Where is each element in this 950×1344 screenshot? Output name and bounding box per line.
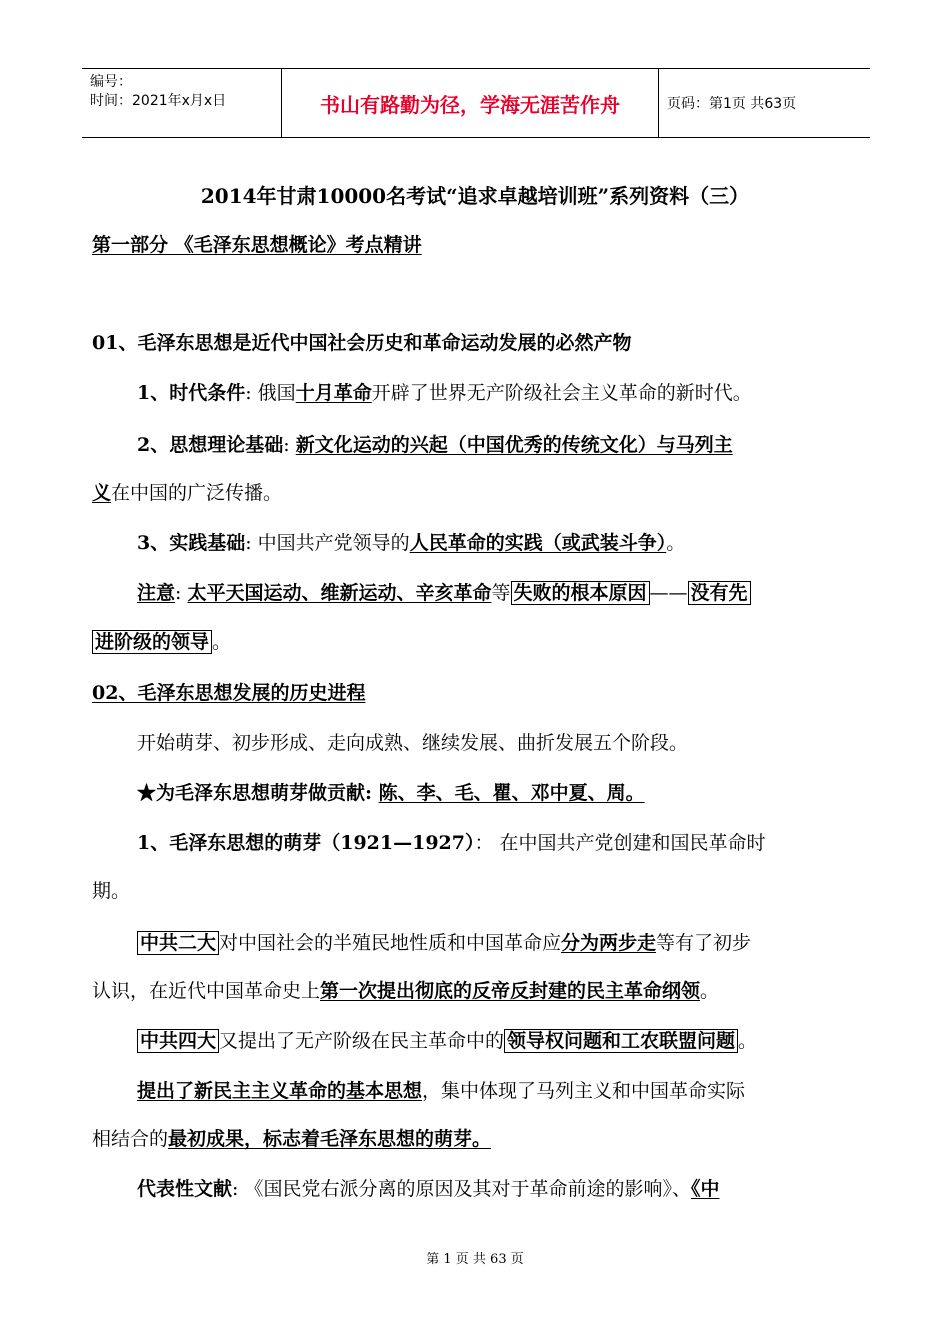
text: 。 [700, 980, 720, 1002]
para-theory-basis-cont [92, 480, 862, 506]
para-representative-works [137, 1176, 907, 1202]
text: : 俄国 [245, 382, 296, 404]
para-4th-congress [137, 1028, 907, 1054]
para-new-democracy [137, 1078, 907, 1104]
boxed-keyword: 进阶级的领导 [92, 630, 212, 654]
part-heading: 第一部分 《毛泽东思想概论》考点精讲 [92, 234, 422, 256]
doc-time-label: 时间：2021年x月x日 [90, 93, 227, 109]
keyword: 《中 [690, 1178, 720, 1200]
section-02-heading: 02、毛泽东思想发展的历史进程 [92, 682, 366, 704]
note-label: 注意 [137, 582, 176, 604]
keyword: 第一次提出彻底的反帝反封建的民主革命纲领 [320, 980, 701, 1002]
keyword: 十月革命 [295, 382, 372, 404]
doc-title: 2014年甘肃10000名考试“追求卓越培训班”系列资料（三） [200, 184, 750, 208]
para-theory-basis [137, 432, 907, 458]
keyword: 人民革命的实践（或武装斗争） [409, 532, 667, 554]
keyword: 义 [92, 482, 112, 504]
boxed-keyword: 领导权问题和工农联盟问题 [504, 1029, 738, 1053]
text: 。 [212, 631, 232, 653]
para-note [137, 580, 907, 606]
para-stages: 开始萌芽、初步形成、走向成熟、继续发展、曲折发展五个阶段。 [137, 732, 689, 754]
text: : [175, 582, 188, 604]
text: 相结合的 [92, 1128, 169, 1150]
text: 。 [666, 532, 686, 554]
para-new-democracy-cont [92, 1126, 862, 1152]
keyword: 提出了新民主主义革命的基本思想 [137, 1080, 423, 1102]
label: 3、实践基础 [137, 532, 246, 554]
label: 代表性文献 [137, 1178, 233, 1200]
text: 在中国的广泛传播。 [111, 482, 283, 504]
boxed-keyword: 没有先 [688, 581, 751, 605]
para-note-cont [92, 629, 862, 655]
text: 对中国社会的半殖民地性质和中国革命应 [219, 932, 562, 954]
text: ★为毛泽东思想萌芽做贡献: [137, 782, 373, 804]
keyword: 陈、李、毛、瞿、邓中夏、周。 [378, 782, 645, 804]
text: 认识，在近代中国革命史上 [92, 980, 321, 1002]
keyword: 分为两步走 [561, 932, 657, 954]
text: 开辟了世界无产阶级社会主义革命的新时代。 [371, 382, 752, 404]
para-2nd-congress [137, 930, 907, 956]
doc-number-label: 编号： [90, 74, 132, 90]
text: ： 在中国共产党创建和国民革命时 [474, 832, 766, 854]
para-era-conditions [137, 380, 907, 406]
para-budding-cont: 期。 [92, 880, 131, 902]
label: 1、毛泽东思想的萌芽（1921—1927） [137, 832, 475, 854]
label: 1、时代条件 [137, 382, 246, 404]
boxed-keyword: 中共四大 [137, 1029, 219, 1053]
para-practice-basis [137, 530, 907, 556]
para-2nd-congress-cont [92, 978, 862, 1004]
header-motto: 书山有路勤为径，学海无涯苦作舟 [282, 69, 659, 137]
text: 等有了初步 [656, 932, 752, 954]
label: 2、思想理论基础 [137, 434, 284, 456]
para-contributors [137, 780, 907, 806]
para-budding [137, 830, 907, 856]
boxed-keyword: 中共二大 [137, 931, 219, 955]
boxed-keyword: 失败的根本原因 [511, 581, 650, 605]
keyword: 新文化运动的兴起（中国优秀的传统文化）与马列主 [295, 434, 733, 456]
text: : 《国民党右派分离的原因及其对于革命前途的影响》、 [232, 1178, 691, 1200]
document-header [82, 68, 870, 138]
text: 等 [491, 582, 511, 604]
text: —— [649, 582, 688, 604]
text: 。 [738, 1030, 758, 1052]
text: ，集中体现了马列主义和中国革命实际 [422, 1080, 746, 1102]
section-01-heading: 01、毛泽东思想是近代中国社会历史和革命运动发展的必然产物 [92, 332, 632, 354]
header-page-info: 页码：第1页 共63页 [667, 96, 797, 112]
page-footer: 第 1 页 共 63 页 [426, 1252, 524, 1267]
keyword: 最初成果，标志着毛泽东思想的萌芽。 [168, 1128, 492, 1150]
text: 又提出了无产阶级在民主革命中的 [219, 1030, 505, 1052]
text: : 中国共产党领导的 [245, 532, 410, 554]
header-meta [82, 69, 282, 137]
keyword: 太平天国运动、维新运动、辛亥革命 [187, 582, 492, 604]
text: : [283, 434, 296, 456]
